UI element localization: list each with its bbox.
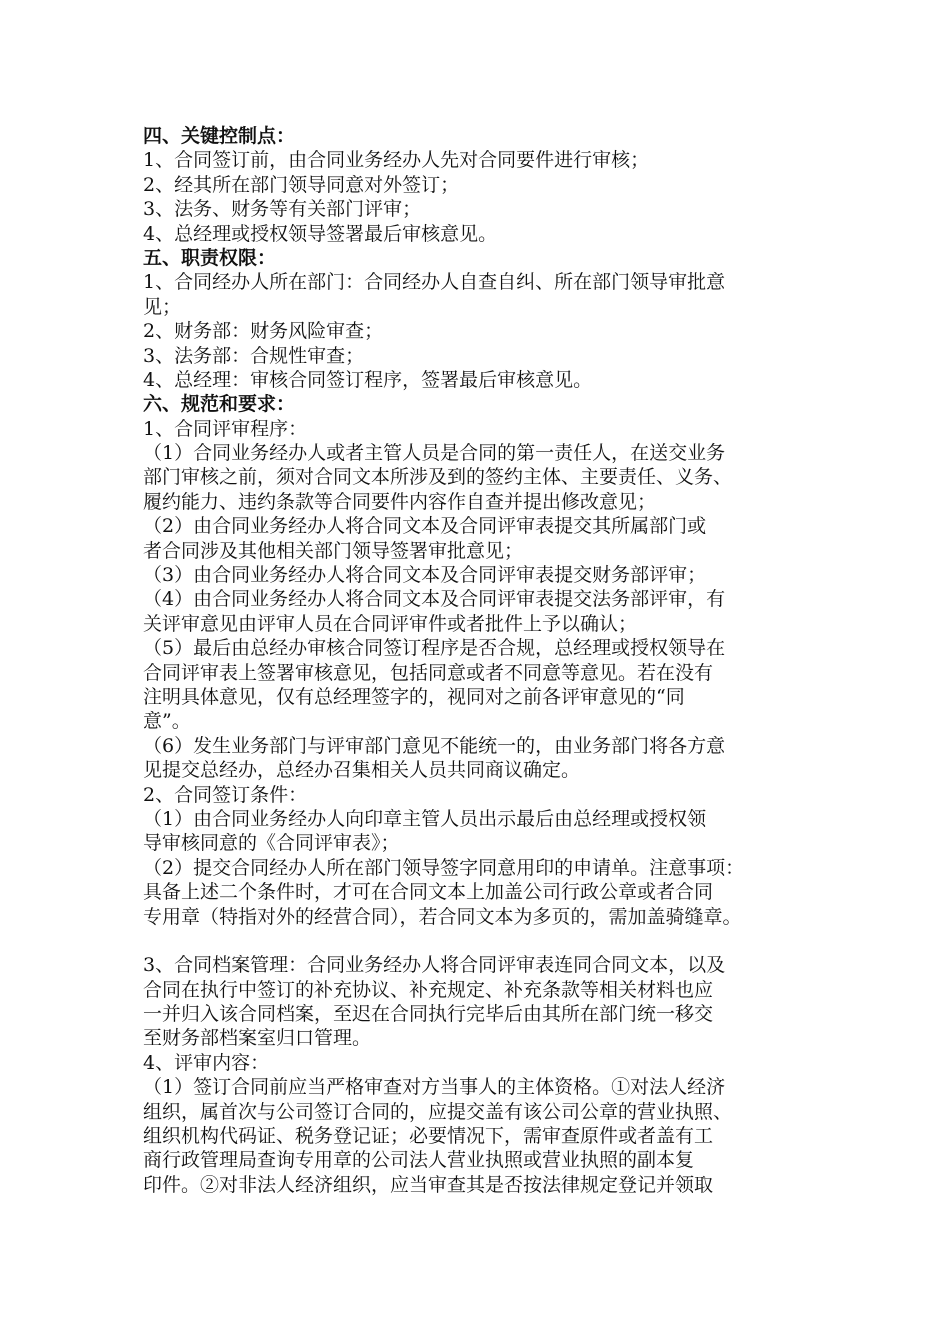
paragraph-line: 4、总经理或授权领导签署最后审核意见。 [143,222,498,245]
paragraph-line: 3、法务部：合规性审查； [143,344,365,367]
paragraph-line: （4）由合同业务经办人将合同文本及合同评审表提交法务部评审，有 [143,588,726,611]
paragraph-line: （1）签订合同前应当严格审查对方当事人的主体资格。①对法人经济 [143,1076,726,1099]
paragraph-line: 合同评审表上签署审核意见，包括同意或者不同意等意见。若在没有 [143,661,714,684]
paragraph-line: 组织机构代码证、税务登记证；必要情况下，需审查原件或者盖有工 [143,1125,714,1148]
paragraph-line: 专用章（特指对外的经营合同），若合同文本为多页的，需加盖骑缝章。 [143,905,742,928]
paragraph-line: 履约能力、违约条款等合同要件内容作自查并提出修改意见； [143,490,657,513]
paragraph-line: （3）由合同业务经办人将合同文本及合同评审表提交财务部评审； [143,564,707,587]
paragraph-line: 2、合同签订条件： [143,783,308,806]
paragraph-line: 见提交总经办，总经办召集相关人员共同商议确定。 [143,759,581,782]
paragraph-line: 合同在执行中签订的补充协议、补充规定、补充条款等相关材料也应 [143,978,714,1001]
paragraph-line: 1、合同评审程序： [143,417,308,440]
paragraph-line: 具备上述二个条件时，才可在合同文本上加盖公司行政公章或者合同 [143,881,714,904]
paragraph-line: 1、合同经办人所在部门：合同经办人自查自纠、所在部门领导审批意 [143,271,726,294]
paragraph-line: （5）最后由总经办审核合同签订程序是否合规，总经理或授权领导在 [143,637,726,660]
paragraph-line: 印件。②对非法人经济组织，应当审查其是否按法律规定登记并领取 [143,1173,714,1196]
paragraph-line: （2）由合同业务经办人将合同文本及合同评审表提交其所属部门或 [143,515,707,538]
section-heading-key-control-points: 四、关键控制点： [143,125,296,147]
paragraph-line: 组织，属首次与公司签订合同的，应提交盖有该公司公章的营业执照、 [143,1100,733,1123]
paragraph-line: 4、评审内容： [143,1051,270,1074]
paragraph-line: 注明具体意见，仅有总经理签字的，视同对之前各评审意见的“同 [143,685,685,708]
paragraph-line: （1）合同业务经办人或者主管人员是合同的第一责任人，在送交业务 [143,442,726,465]
paragraph-line: 1、合同签订前，由合同业务经办人先对合同要件进行审核； [143,149,650,172]
document-body [143,124,813,1197]
paragraph-line: 见； [143,295,182,318]
paragraph-line: 者合同涉及其他相关部门领导签署审批意见； [143,539,524,562]
paragraph-line: 2、财务部：财务风险审查； [143,320,384,343]
paragraph-line: （6）发生业务部门与评审部门意见不能统一的，由业务部门将各方意 [143,734,726,757]
paragraph-line: （1）由合同业务经办人向印章主管人员出示最后由总经理或授权领 [143,807,707,830]
paragraph-line: （2）提交合同经办人所在部门领导签字同意用印的申请单。注意事项： [143,856,745,879]
blank-line [143,929,813,953]
paragraph-line: 关评审意见由评审人员在合同评审件或者批件上予以确认； [143,612,638,635]
section-heading-responsibilities: 五、职责权限： [143,246,277,269]
paragraph-line: 3、合同档案管理：合同业务经办人将合同评审表连同合同文本，以及 [143,954,726,977]
paragraph-line: 3、法务、财务等有关部门评审； [143,198,422,221]
paragraph-line: 部门审核之前，须对合同文本所涉及到的签约主体、主要责任、义务、 [143,466,733,489]
paragraph-line: 导审核同意的《合同评审表》； [143,832,400,855]
paragraph-line: 至财务部档案室归口管理。 [143,1027,372,1050]
paragraph-line: 4、总经理：审核合同签订程序，签署最后审核意见。 [143,368,593,391]
paragraph-line: 意”。 [143,710,191,733]
paragraph-line: 商行政管理局查询专用章的公司法人营业执照或营业执照的副本复 [143,1149,695,1172]
section-heading-norms-requirements: 六、规范和要求： [143,393,296,416]
paragraph-line: 2、经其所在部门领导同意对外签订； [143,173,460,196]
paragraph-line: 一并归入该合同档案，至迟在合同执行完毕后由其所在部门统一移交 [143,1003,714,1026]
